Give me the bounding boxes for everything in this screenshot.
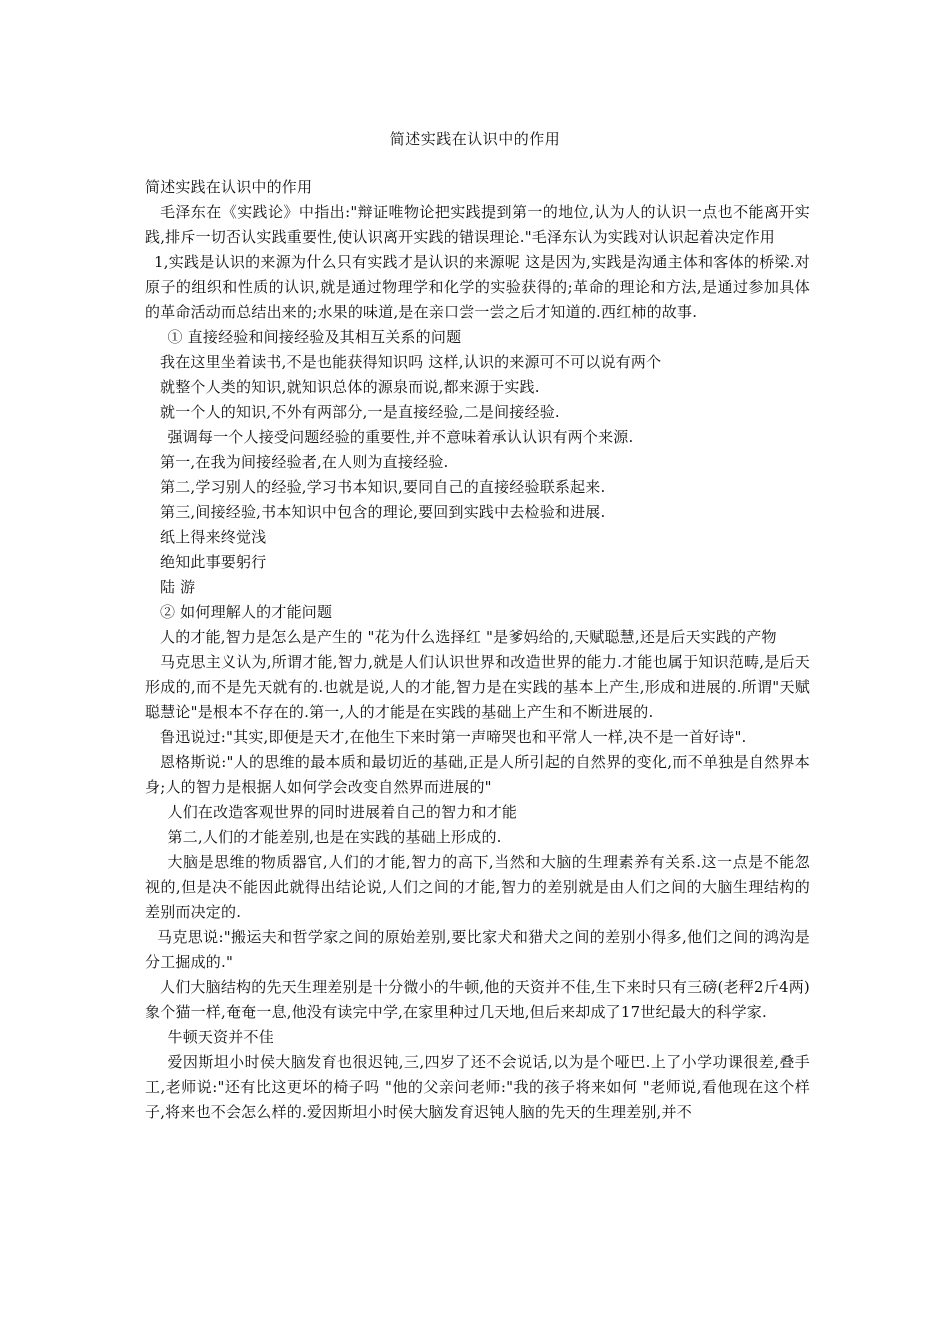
paragraph: 第一,在我为间接经验者,在人则为直接经验. [160,453,449,471]
subsection-heading: ① 直接经验和间接经验及其相互关系的问题 [167,328,462,346]
paragraph: 毛泽东在《实践论》中指出:"辩证唯物论把实践提到第一的地位,认为人的认识一点也不能离开实践,排斥一切否认实践重要性,使认识离开实践的错误理论."毛泽东认为实践对认识起着决定作用 [145,203,810,246]
paragraph: 人们大脑结构的先天生理差别是十分微小的牛顿,他的天资并不佳,生下来时只有三磅(老秤2斤4两)象个猫一样,奄奄一息,他没有读完中学,在家里种过几天地,但后来却成了17世纪最大的科学家. [145,978,810,1021]
paragraph: 人的才能,智力是怎么是产生的 "花为什么选择红 "是爹妈给的,天赋聪慧,还是后天实践的产物 [160,628,777,646]
paragraph: 1,实践是认识的来源为什么只有实践才是认识的来源呢 这是因为,实践是沟通主体和客体的桥梁.对原子的组织和性质的认识,就是通过物理学和化学的实验获得的;革命的理论和方法,是通过参加具体的革命活动而总结出来的;水果的味道,是在亲口尝一尝之后才知道的.西红柿的故事. [145,253,810,321]
paragraph: 大脑是思维的物质器官,人们的才能,智力的高下,当然和大脑的生理素养有关系.这一点是不能忽视的,但是决不能因此就得出结论说,人们之间的才能,智力的差别就是由人们之间的大脑生理结构的差别而决定的. [145,853,810,921]
paragraph: 第三,间接经验,书本知识中包含的理论,要回到实践中去检验和进展. [160,503,606,521]
quote-paragraph: 马克思说:"搬运夫和哲学家之间的原始差别,要比家犬和猎犬之间的差别小得多,他们之间的鸿沟是分工掘成的." [145,928,810,971]
quote-paragraph: 恩格斯说:"人的思维的最本质和最切近的基础,正是人所引起的自然界的变化,而不单独是自然界本身;人的智力是根据人如何学会改变自然界而进展的" [145,753,810,796]
paragraph: 爱因斯坦小时侯大脑发育也很迟钝,三,四岁了还不会说话,以为是个哑巴.上了小学功课很差,叠手工,老师说:"还有比这更坏的椅子吗 "他的父亲问老师:"我的孩子将来如何 "老师说,看他现在这个样子,将来也不会怎么样的.爱因斯坦小时侯大脑发育迟钝人脑的先天的生理差别,并不 [145,1053,810,1121]
quote-paragraph: 鲁迅说过:"其实,即便是天才,在他生下来时第一声啼哭也和平常人一样,决不是一首好诗". [160,728,747,746]
paragraph: 强调每一个人接受问题经验的重要性,并不意味着承认认识有两个来源. [167,428,634,446]
poem-author: 陆 游 [160,578,196,596]
paragraph: 就一个人的知识,不外有两部分,一是直接经验,二是间接经验. [160,403,560,421]
poem-line: 纸上得来终觉浅 [160,528,267,546]
paragraph: 第二,人们的才能差别,也是在实践的基础上形成的. [167,828,502,846]
paragraph: 人们在改造客观世界的同时进展着自己的智力和才能 [167,803,518,821]
paragraph: 我在这里坐着读书,不是也能获得知识吗 这样,认识的来源可不可以说有两个 [160,353,662,371]
document-title: 简述实践在认识中的作用 [389,130,561,148]
poem-line: 绝知此事要躬行 [160,553,267,571]
paragraph: 马克思主义认为,所谓才能,智力,就是人们认识世界和改造世界的能力.才能也属于知识范畴,是后天形成的,而不是先天就有的.也就是说,人的才能,智力是在实践的基本上产生,形成和进展的.所谓"天赋聪慧论"是根本不存在的.第一,人的才能是在实践的基础上产生和不断进展的. [145,653,810,721]
paragraph: 就整个人类的知识,就知识总体的源泉而说,都来源于实践. [160,378,540,396]
subsection-heading: ② 如何理解人的才能问题 [160,603,333,621]
document-body [145,175,810,1125]
section-heading: 简述实践在认识中的作用 [145,178,313,196]
paragraph: 牛顿天资并不佳 [167,1028,274,1046]
paragraph: 第二,学习别人的经验,学习书本知识,要同自己的直接经验联系起来. [160,478,606,496]
